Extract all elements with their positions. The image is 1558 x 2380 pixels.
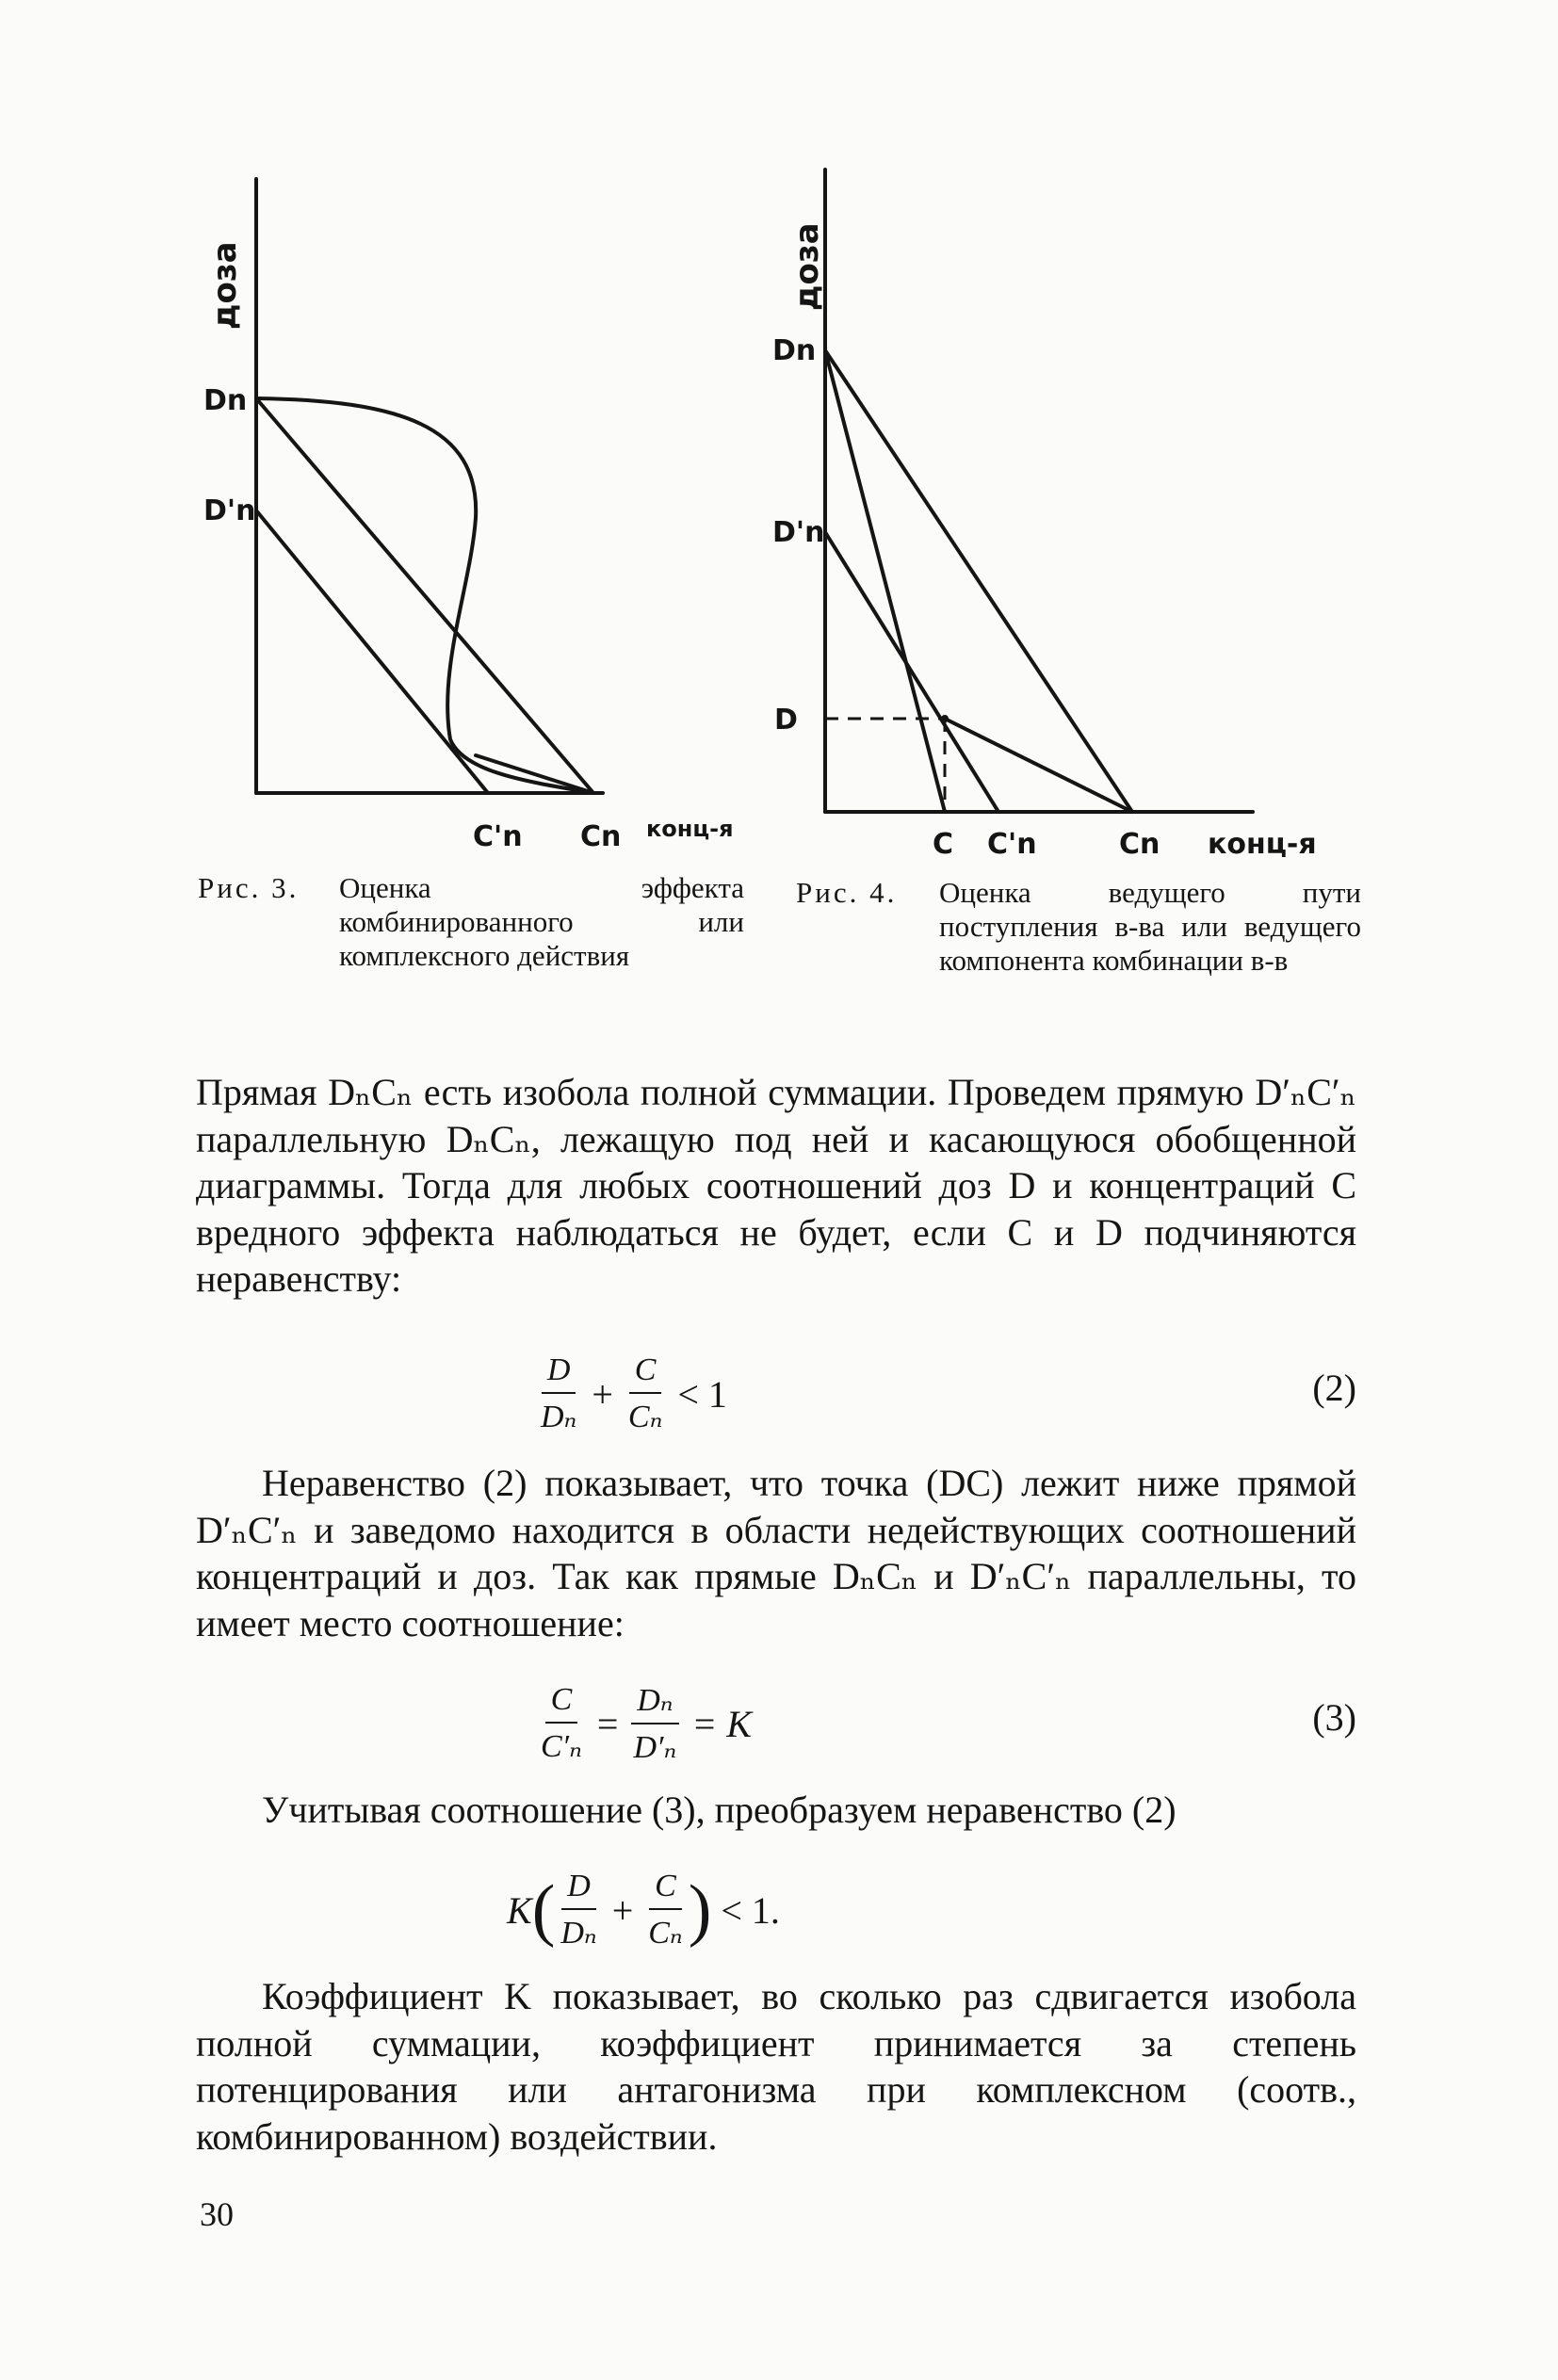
fraction-D-Dn: $\frac{D}{\text{Dₙ}}$ [560, 1869, 597, 1951]
equation-3: $\frac{C}{\text{C′ₙ}}$ = $\frac{\text{Dₙ}}{\text{D′ₙ}}$ = K (3) [196, 1667, 1356, 1780]
label-Cn-prime: C'n [987, 828, 1037, 861]
y-axis-label: доза [788, 222, 826, 311]
x-axis-label: конц-я [646, 816, 734, 842]
fraction-C-Cn: $\frac{C}{\text{Cₙ}}$ [627, 1352, 663, 1434]
equation-number: (3) [1312, 1696, 1356, 1739]
figure-3-plot [188, 141, 791, 989]
line-Dn-Cn [825, 350, 1132, 812]
x-axis-label: конц-я [1208, 828, 1317, 861]
y-axis-label: доза [206, 241, 244, 330]
label-Cn: Cn [1119, 828, 1160, 861]
line-Dn-C [825, 350, 945, 812]
isobole-Dn-Cn [256, 398, 593, 793]
label-D: D [774, 704, 798, 737]
line-point-to-Cn [945, 719, 1132, 812]
figure-3 [188, 141, 791, 989]
label-Dn-prime: D'n [772, 516, 825, 549]
fraction-Dn-Dn-prime: $\frac{\text{Dₙ}}{\text{D′ₙ}}$ [627, 1681, 682, 1766]
label-Dn: Dn [772, 334, 817, 367]
figure-4-caption [796, 876, 1361, 1036]
fraction-D-Dn: $\frac{D}{\text{Dₙ}}$ [541, 1352, 577, 1434]
caption-number: Рис. 4. [796, 876, 898, 909]
fraction-C-Cn: $\frac{C}{\text{Cₙ}}$ [648, 1869, 683, 1951]
label-Dn-prime: D'n [203, 494, 256, 527]
caption-number: Рис. 3. [198, 871, 300, 904]
label-Cn-prime: C'n [473, 820, 523, 853]
equation-2: $\frac{D}{\text{Dₙ}}$ + $\frac{C}{\text{Cₙ}}$ < 1 (2) [196, 1337, 1356, 1450]
label-Cn: Cn [580, 820, 622, 853]
caption-text: Оценка ведущего пути поступления в-ва или ведущего компонента комбинации в-в [939, 876, 1361, 977]
paragraph-transform: Учитывая соотношение (3), преобразуем неравенство (2) [262, 1789, 1177, 1831]
equation-number: (2) [1312, 1367, 1356, 1409]
caption-text: Оценка эффекта комбинированного или комплексного действия [339, 871, 744, 972]
page-number: 30 [200, 2195, 234, 2233]
fraction-C-Cn-prime: $\frac{C}{\text{C′ₙ}}$ [541, 1682, 582, 1764]
paragraph-isobole: Прямая DₙCₙ есть изобола полной суммации. Проведем прямую D′ₙC′ₙ параллельную DₙCₙ, лежащую под ней и касающуюся обобщенной диаграммы. Тогда для любых соотношений доз D и концентраций C вредного эффекта наблюдаться не будет, если C и D подчиняются неравенству: [196, 1071, 1356, 1300]
paragraph-inequality: Неравенство (2) показывает, что точка (DC) лежит ниже прямой D′ₙC′ₙ и заведомо находится в области недействующих соотношений концентраций и доз. Так как прямые DₙCₙ и D′ₙC′ₙ параллельны, то имеет место соотношение: [196, 1462, 1356, 1644]
equation-4: K ( $\frac{D}{\text{Dₙ}}$ + $\frac{C}{\text{Cₙ}}$ ) < 1. [507, 1869, 780, 1951]
point-DC [941, 715, 949, 722]
paragraph-coefficient: Коэффициент K показывает, во сколько раз сдвигается изобола полной суммации, коэффициент принимается за степень потенцирования или антагонизма при комплексном (соотв., комбинированном) воздействии. [196, 1975, 1356, 2158]
label-Dn: Dn [203, 384, 248, 417]
figure-3-caption [198, 871, 744, 994]
label-C: C [933, 828, 954, 861]
